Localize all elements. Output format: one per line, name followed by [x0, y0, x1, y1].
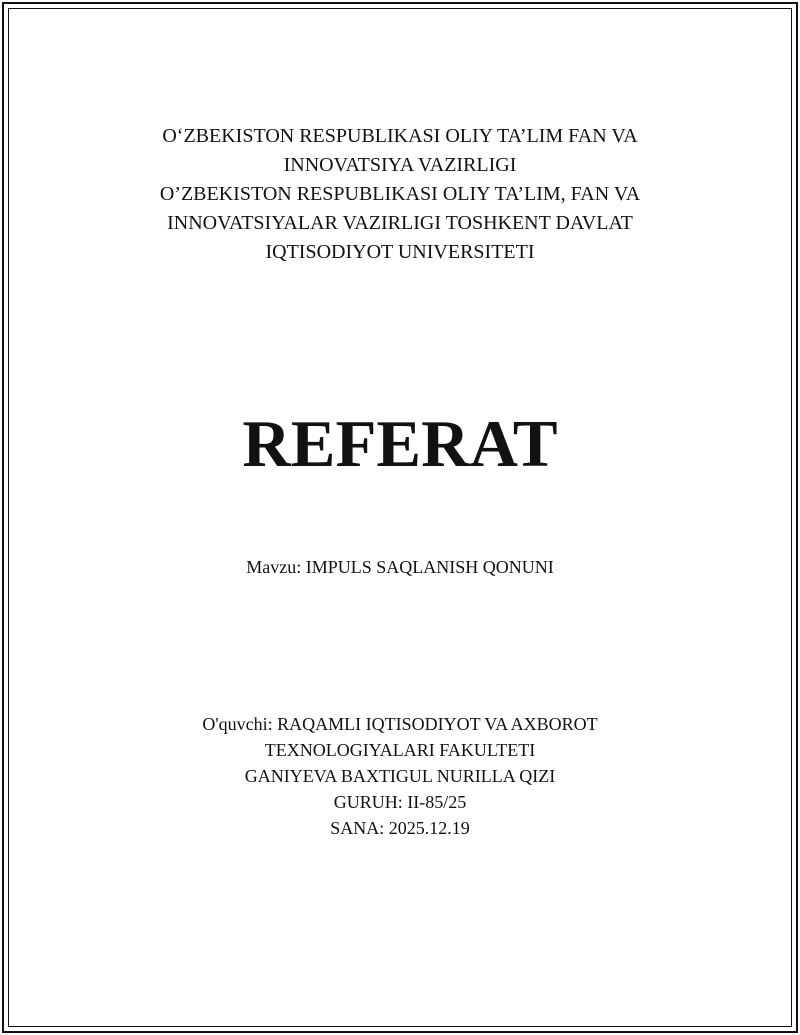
header-line: INNOVATSIYA VAZIRLIGI [283, 154, 517, 176]
ministry-header [0, 122, 800, 267]
header-line: INNOVATSIYALAR VAZIRLIGI TOSHKENT DAVLAT [167, 212, 633, 234]
header-line: O’ZBEKISTON RESPUBLIKASI OLIY TA’LIM, FAN VA [159, 183, 641, 205]
info-line: O'quvchi: RAQAMLI IQTISODIYOT VA AXBOROT [202, 714, 598, 734]
student-info [0, 711, 800, 841]
info-line: GANIYEVA BAXTIGUL NURILLA QIZI [244, 766, 556, 786]
info-line: GURUH: II-85/25 [333, 792, 467, 812]
document-title: REFERAT [242, 407, 558, 481]
header-line: O‘ZBEKISTON RESPUBLIKASI OLIY TA’LIM FAN VA [162, 125, 638, 147]
topic-line: Mavzu: IMPULS SAQLANISH QONUNI [246, 557, 554, 577]
info-line: SANA: 2025.12.19 [330, 818, 470, 838]
info-line: TEXNOLOGIYALARI FAKULTETI [264, 740, 536, 760]
header-line: IQTISODIYOT UNIVERSITETI [265, 241, 535, 263]
